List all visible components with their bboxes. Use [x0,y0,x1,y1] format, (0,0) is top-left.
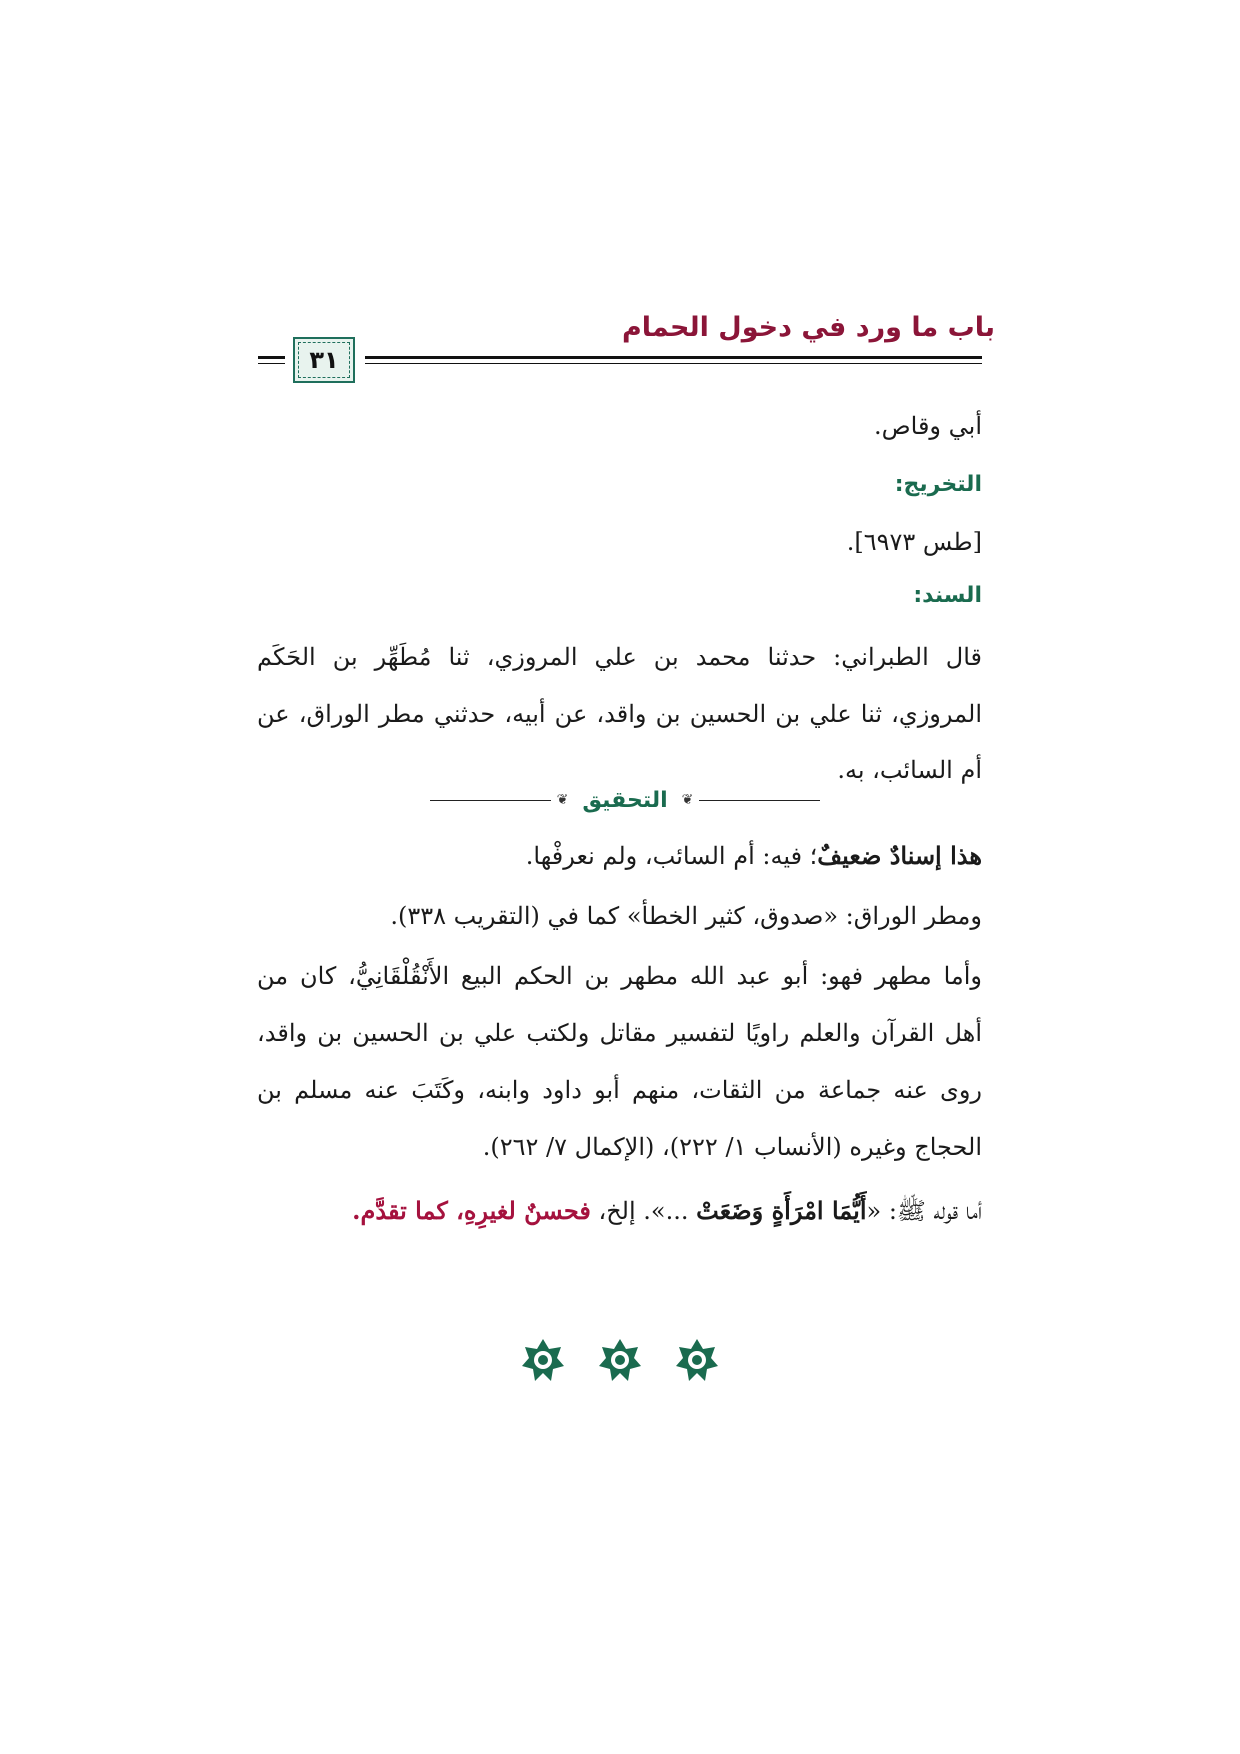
continuation-line: أبي وقاص. [874,412,982,440]
takhrij-heading: التخريج: [894,472,982,497]
hadith-verdict: فحسنٌ لغيرِهِ، كما تقدَّم. [352,1196,591,1225]
tahqiq-p3-line-3: روى عنه جماعة من الثقات، منهم أبو داود وابنه، وكَتَبَ عنه مسلم بن [257,1076,982,1104]
footer-ornaments [520,1335,720,1385]
tahqiq-paragraph-1 [526,842,982,871]
chapter-title: باب ما ورد في دخول الحمام [622,312,995,343]
p4-start: أما قوله ﷺ: « [866,1197,982,1225]
star-ornament-icon [597,1337,643,1383]
header-rule-left [258,356,285,359]
page-number: ٣١ [309,346,339,374]
sanad-line-2: المروزي، ثنا علي بن الحسين بن واقد، عن أبيه، حدثني مطر الوراق، عن [257,700,982,728]
tahqiq-p1-rest: ؛ فيه: أم السائب، ولم نعرفْها. [525,842,818,870]
tahqiq-paragraph-2: ومطر الوراق: «صدوق، كثير الخطأ» كما في (التقريب ٣٣٨). [390,902,982,930]
p4-mid: ...». إلخ، [590,1197,697,1225]
tahqiq-p3-line-1: وأما مطهر فهو: أبو عبد الله مطهر بن الحكم البيع الأَنْقُلْقَانِيُّ، كان من [257,962,982,990]
header-rule-right-thin [365,363,982,364]
star-ornament-icon [520,1337,566,1383]
page-number-frame [293,337,355,383]
sanad-line-1: قال الطبراني: حدثنا محمد بن علي المروزي، ثنا مُطَهِّر بن الحَكَم [257,643,982,671]
divider-line-right [699,800,820,801]
tahqiq-p3-line-2: أهل القرآن والعلم راويًا لتفسير مقاتل ولكتب علي بن الحسين بن واقد، [257,1019,982,1047]
header-rule-left-thin [258,363,285,364]
ornament-icon: ❦ [681,792,694,808]
ornament-icon: ❦ [556,792,569,808]
divider-line-left [430,800,551,801]
star-ornament-icon [674,1337,720,1383]
header-rule-right [365,356,982,359]
tahqiq-p3-line-4: الحجاج وغيره (الأنساب ١/ ٢٢٢)، (الإكمال ٧/ ٢٦٢). [482,1133,982,1161]
sanad-line-3: أم السائب، به. [837,756,982,784]
sanad-heading: السند: [913,583,982,608]
tahqiq-divider [430,780,820,820]
tahqiq-verdict-weak: هذا إسنادٌ ضعيفٌ [817,841,982,870]
tahqiq-paragraph-4 [352,1197,982,1226]
takhrij-reference: [طس ٦٩٧٣]. [846,528,982,556]
tahqiq-heading: التحقيق [582,787,668,813]
hadith-quote: أَيُّمَا امْرَأَةٍ وَضَعَتْ [696,1196,867,1225]
